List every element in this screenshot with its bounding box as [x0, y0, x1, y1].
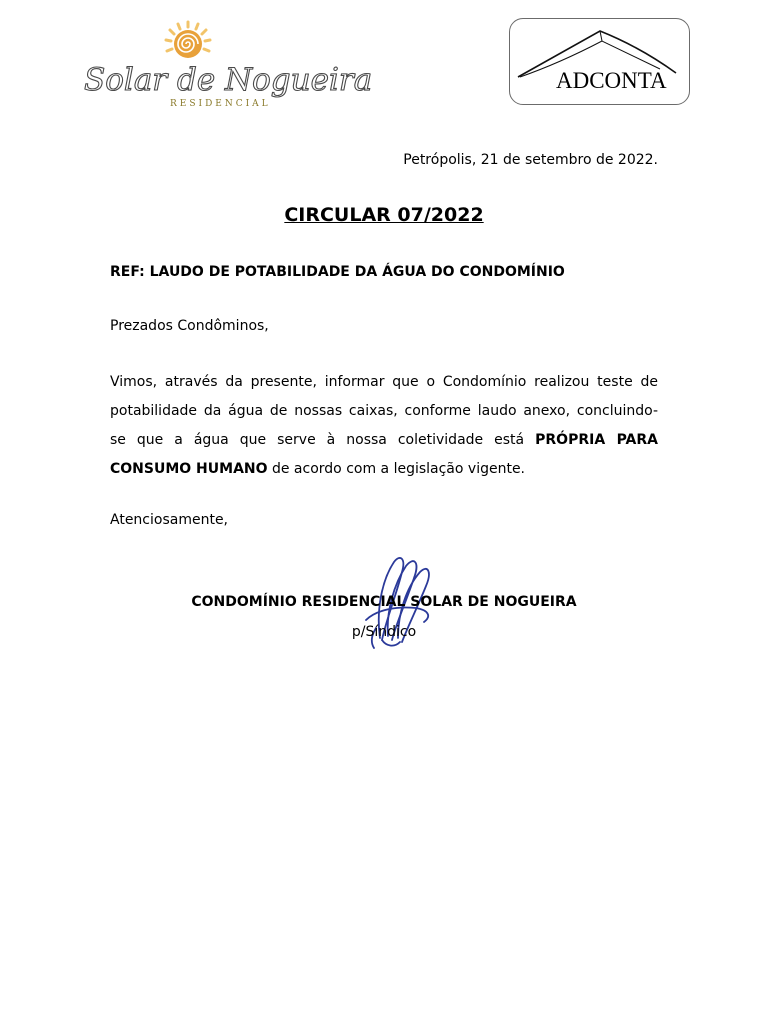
date-line: Petrópolis, 21 de setembro de 2022. [403, 152, 658, 168]
body-paragraph [110, 368, 658, 484]
body-line-3 [110, 426, 658, 455]
body-line-3-bold: PRÓPRIA PARA [535, 432, 658, 448]
condominium-name: CONDOMÍNIO RESIDENCIAL SOLAR DE NOGUEIRA [191, 594, 577, 610]
body-line-4 [110, 455, 658, 484]
circular-title: CIRCULAR 07/2022 [284, 204, 484, 226]
closing: Atenciosamente, [110, 512, 229, 528]
greeting: Prezados Condôminos, [110, 318, 269, 334]
body-line-1: Vimos, através da presente, informar que o Condomínio realizou teste de [110, 374, 658, 390]
adconta-wordmark: ADCONTA [556, 68, 667, 93]
body-line-3-text: se que a água que serve à nossa coletividade está [110, 432, 525, 448]
adconta-logo [509, 18, 690, 105]
body-line-4-text: de acordo com a legislação vigente. [271, 461, 526, 477]
logo-brand-name: Solar de Nogueira [84, 62, 373, 98]
reference-line: REF: LAUDO DE POTABILIDADE DA ÁGUA DO CONDOMÍNIO [110, 264, 565, 280]
body-line-2: potabilidade da água de nossas caixas, conforme laudo anexo, concluindo- [110, 403, 658, 419]
body-line-4-bold: CONSUMO HUMANO [110, 461, 268, 477]
solar-de-nogueira-logo [80, 18, 373, 113]
logo-brand-subtitle: RESIDENCIAL [170, 99, 271, 109]
signer-role: p/Síndico [351, 624, 417, 640]
